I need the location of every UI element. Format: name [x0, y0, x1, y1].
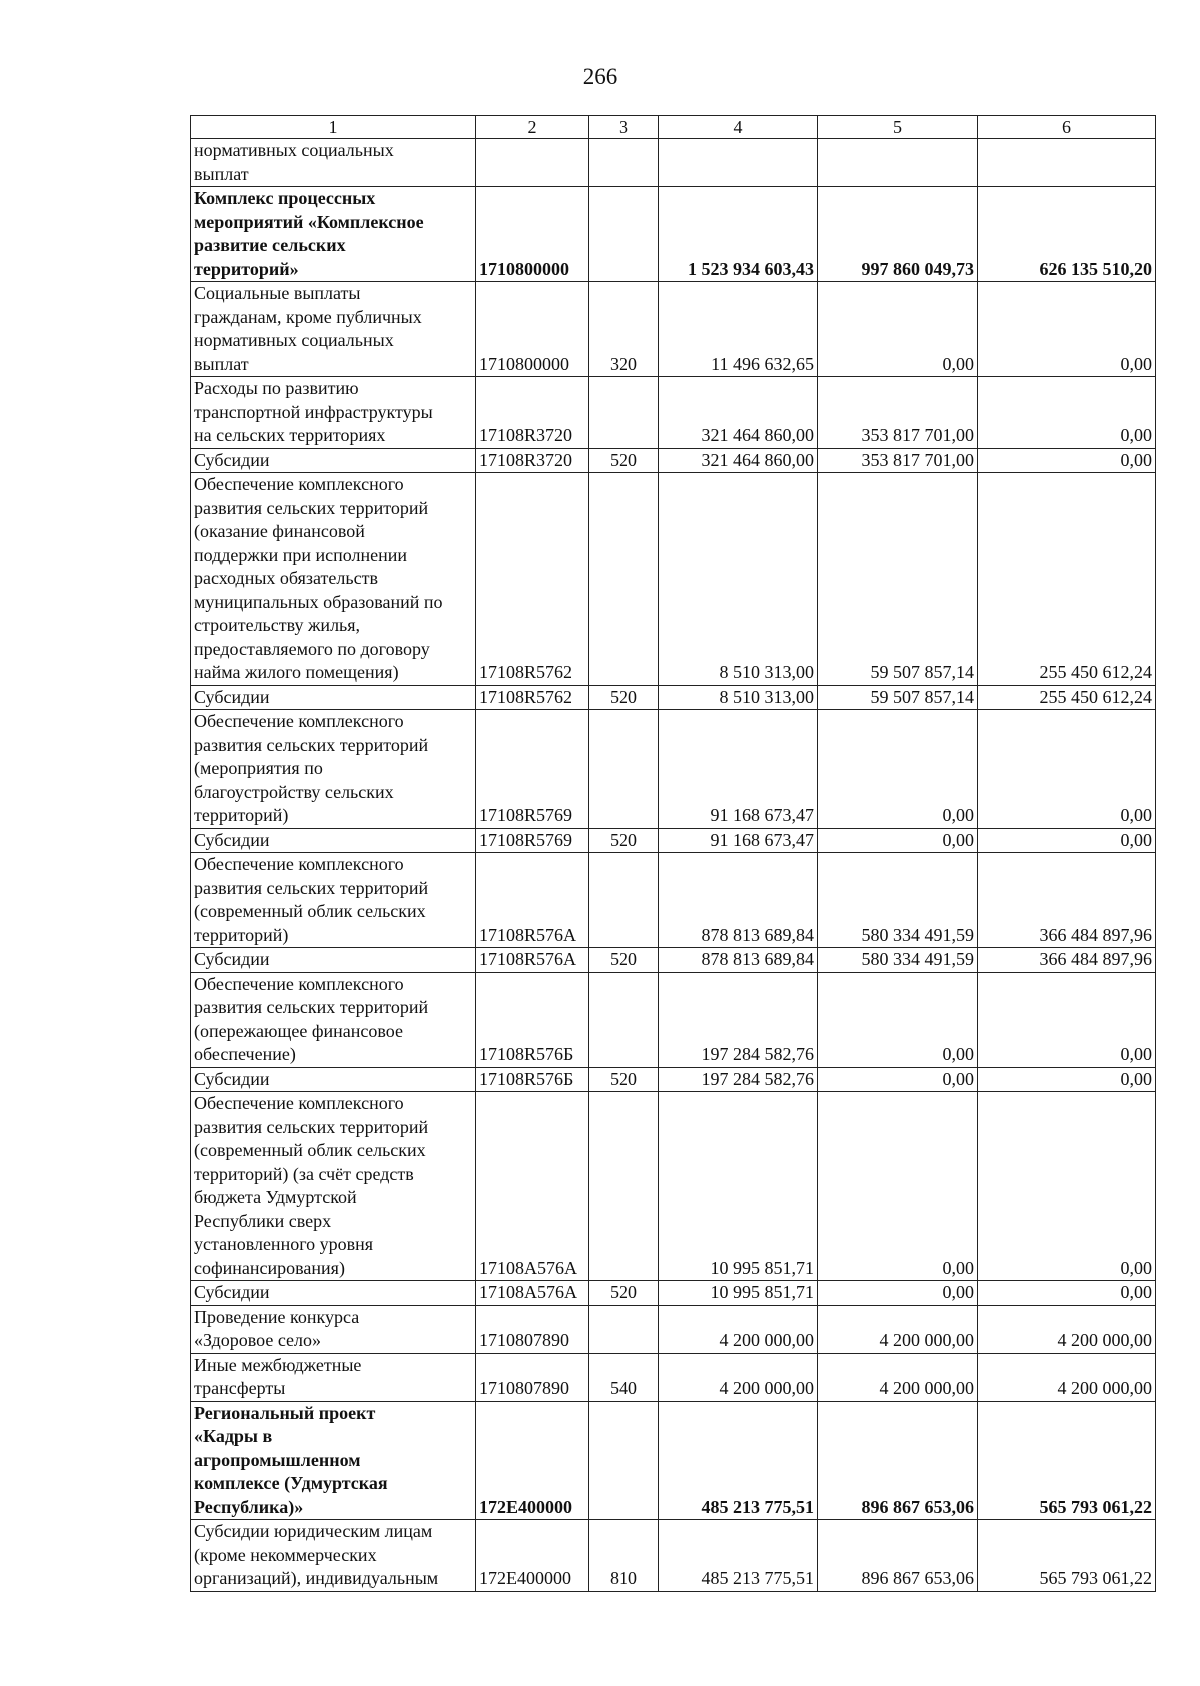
amount-year-3: 0,00	[978, 1092, 1156, 1281]
amount-year-2: 580 334 491,59	[818, 853, 978, 948]
item-name-text: Социальные выплаты гражданам, кроме публичных нормативных социальных выплат	[194, 283, 422, 374]
amount-year-2: 0,00	[818, 1092, 978, 1281]
expense-type: 520	[589, 1281, 659, 1306]
amount-year-3: 0,00	[978, 282, 1156, 377]
table-row	[191, 1305, 1156, 1353]
amount-year-1: 485 213 775,51	[659, 1401, 818, 1520]
column-number: 5	[818, 116, 978, 139]
budget-code: 17108R576Б	[476, 972, 589, 1067]
table-row	[191, 972, 1156, 1067]
item-name-text: Обеспечение комплексного развития сельских территорий (современный облик сельских территорий) (за счёт средств бюджета Удмуртской Республики сверх установленного уровня софинансирования)	[194, 1093, 429, 1278]
amount-year-2: 0,00	[818, 828, 978, 853]
budget-code: 17108R5762	[476, 473, 589, 686]
budget-code	[476, 139, 589, 187]
item-name	[191, 1305, 476, 1353]
column-number: 2	[476, 116, 589, 139]
table-row	[191, 853, 1156, 948]
amount-year-1: 8 510 313,00	[659, 685, 818, 710]
budget-code: 1710807890	[476, 1353, 589, 1401]
amount-year-1: 197 284 582,76	[659, 1067, 818, 1092]
budget-code: 172E400000	[476, 1520, 589, 1592]
amount-year-3: 255 450 612,24	[978, 473, 1156, 686]
amount-year-1: 321 464 860,00	[659, 377, 818, 449]
amount-year-2: 59 507 857,14	[818, 685, 978, 710]
column-number: 1	[191, 116, 476, 139]
item-name-text: Расходы по развитию транспортной инфраструктуры на сельских территориях	[194, 378, 433, 445]
item-name-text: Обеспечение комплексного развития сельских территорий (мероприятия по благоустройству сельских территорий)	[194, 711, 429, 825]
expense-type: 810	[589, 1520, 659, 1592]
column-number-row	[191, 116, 1156, 139]
budget-code: 17108R576A	[476, 948, 589, 973]
expense-type	[589, 1092, 659, 1281]
amount-year-1: 878 813 689,84	[659, 853, 818, 948]
budget-code: 172E400000	[476, 1401, 589, 1520]
expense-type	[589, 139, 659, 187]
item-name-text: Субсидии	[194, 449, 270, 470]
budget-code: 1710800000	[476, 187, 589, 282]
expense-type: 320	[589, 282, 659, 377]
amount-year-1: 321 464 860,00	[659, 448, 818, 473]
budget-code: 17108R5762	[476, 685, 589, 710]
table-row	[191, 1353, 1156, 1401]
amount-year-2: 353 817 701,00	[818, 448, 978, 473]
amount-year-2	[818, 139, 978, 187]
item-name	[191, 187, 476, 282]
expense-type	[589, 1305, 659, 1353]
item-name	[191, 448, 476, 473]
table-row	[191, 1281, 1156, 1306]
expense-type: 520	[589, 448, 659, 473]
amount-year-2: 580 334 491,59	[818, 948, 978, 973]
expense-type: 520	[589, 685, 659, 710]
expense-type	[589, 972, 659, 1067]
item-name	[191, 1092, 476, 1281]
item-name	[191, 473, 476, 686]
expense-type	[589, 710, 659, 829]
amount-year-2: 0,00	[818, 1067, 978, 1092]
item-name-text: Обеспечение комплексного развития сельских территорий (оказание финансовой поддержки при исполнении расходных обязательств муниципальных образований по строительству жилья, предоставляемого по договору найма жилого помещения)	[194, 474, 443, 682]
table-row	[191, 828, 1156, 853]
amount-year-2: 997 860 049,73	[818, 187, 978, 282]
column-number: 6	[978, 116, 1156, 139]
budget-code: 17108R5769	[476, 710, 589, 829]
expense-type	[589, 377, 659, 449]
budget-code: 17108R5769	[476, 828, 589, 853]
table-row	[191, 1520, 1156, 1592]
item-name	[191, 853, 476, 948]
item-name	[191, 972, 476, 1067]
table-row	[191, 710, 1156, 829]
item-name-text: Проведение конкурса «Здоровое село»	[194, 1306, 360, 1350]
budget-code: 17108A576A	[476, 1092, 589, 1281]
table-row	[191, 685, 1156, 710]
table-row	[191, 448, 1156, 473]
amount-year-3: 565 793 061,22	[978, 1520, 1156, 1592]
budget-code: 17108R3720	[476, 448, 589, 473]
amount-year-2: 353 817 701,00	[818, 377, 978, 449]
amount-year-2: 59 507 857,14	[818, 473, 978, 686]
expense-type	[589, 473, 659, 686]
expense-type: 520	[589, 1067, 659, 1092]
amount-year-2: 4 200 000,00	[818, 1305, 978, 1353]
expense-type: 520	[589, 948, 659, 973]
item-name	[191, 685, 476, 710]
amount-year-3: 0,00	[978, 972, 1156, 1067]
budget-code: 1710800000	[476, 282, 589, 377]
amount-year-3: 0,00	[978, 1067, 1156, 1092]
budget-code: 17108R576Б	[476, 1067, 589, 1092]
item-name	[191, 1281, 476, 1306]
column-number: 3	[589, 116, 659, 139]
item-name-text: Субсидии	[194, 829, 270, 850]
amount-year-1: 4 200 000,00	[659, 1353, 818, 1401]
amount-year-3: 626 135 510,20	[978, 187, 1156, 282]
amount-year-3: 366 484 897,96	[978, 948, 1156, 973]
expense-type	[589, 1401, 659, 1520]
item-name-text: Региональный проект «Кадры в агропромышленном комплексе (Удмуртская Республика)»	[194, 1402, 388, 1517]
table-row	[191, 377, 1156, 449]
amount-year-3: 0,00	[978, 377, 1156, 449]
table-row	[191, 139, 1156, 187]
item-name	[191, 377, 476, 449]
item-name-text: Иные межбюджетные трансферты	[194, 1354, 362, 1398]
budget-table	[190, 115, 1156, 1592]
amount-year-1: 485 213 775,51	[659, 1520, 818, 1592]
amount-year-1: 91 168 673,47	[659, 828, 818, 853]
amount-year-2: 896 867 653,06	[818, 1520, 978, 1592]
amount-year-1: 4 200 000,00	[659, 1305, 818, 1353]
amount-year-1: 197 284 582,76	[659, 972, 818, 1067]
item-name	[191, 1401, 476, 1520]
amount-year-1	[659, 139, 818, 187]
expense-type: 540	[589, 1353, 659, 1401]
table-row	[191, 187, 1156, 282]
amount-year-1: 878 813 689,84	[659, 948, 818, 973]
table-row	[191, 1092, 1156, 1281]
budget-code: 17108R3720	[476, 377, 589, 449]
amount-year-1: 10 995 851,71	[659, 1281, 818, 1306]
amount-year-3: 0,00	[978, 1281, 1156, 1306]
amount-year-3: 4 200 000,00	[978, 1305, 1156, 1353]
amount-year-3: 0,00	[978, 828, 1156, 853]
budget-code: 1710807890	[476, 1305, 589, 1353]
table-row	[191, 948, 1156, 973]
item-name	[191, 282, 476, 377]
amount-year-3: 4 200 000,00	[978, 1353, 1156, 1401]
item-name-text: Комплекс процессных мероприятий «Комплексное развитие сельских территорий»	[194, 188, 424, 279]
table-row	[191, 473, 1156, 686]
expense-type	[589, 853, 659, 948]
amount-year-1: 11 496 632,65	[659, 282, 818, 377]
table-row	[191, 1067, 1156, 1092]
item-name-text: Субсидии юридическим лицам (кроме некоммерческих организаций), индивидуальным	[194, 1521, 439, 1588]
column-number: 4	[659, 116, 818, 139]
item-name-text: нормативных социальных выплат	[194, 140, 394, 184]
amount-year-1: 10 995 851,71	[659, 1092, 818, 1281]
item-name-text: Обеспечение комплексного развития сельских территорий (современный облик сельских территорий)	[194, 854, 429, 945]
amount-year-3: 366 484 897,96	[978, 853, 1156, 948]
item-name	[191, 1353, 476, 1401]
amount-year-3: 0,00	[978, 710, 1156, 829]
item-name	[191, 948, 476, 973]
amount-year-1: 1 523 934 603,43	[659, 187, 818, 282]
item-name	[191, 828, 476, 853]
item-name-text: Субсидии	[194, 1282, 270, 1302]
amount-year-2: 896 867 653,06	[818, 1401, 978, 1520]
amount-year-2: 0,00	[818, 972, 978, 1067]
amount-year-3: 565 793 061,22	[978, 1401, 1156, 1520]
table-row	[191, 282, 1156, 377]
amount-year-1: 8 510 313,00	[659, 473, 818, 686]
amount-year-2: 0,00	[818, 710, 978, 829]
expense-type: 520	[589, 828, 659, 853]
amount-year-2: 0,00	[818, 1281, 978, 1306]
amount-year-3: 0,00	[978, 448, 1156, 473]
budget-code: 17108A576A	[476, 1281, 589, 1306]
item-name-text: Субсидии	[194, 949, 270, 969]
table-row	[191, 1401, 1156, 1520]
amount-year-3: 255 450 612,24	[978, 685, 1156, 710]
amount-year-3	[978, 139, 1156, 187]
amount-year-1: 91 168 673,47	[659, 710, 818, 829]
item-name	[191, 1067, 476, 1092]
page-number: 266	[582, 64, 618, 89]
item-name-text: Обеспечение комплексного развития сельских территорий (опережающее финансовое обеспечение)	[194, 973, 429, 1064]
item-name	[191, 710, 476, 829]
item-name	[191, 139, 476, 187]
expense-type	[589, 187, 659, 282]
item-name-text: Субсидии	[194, 686, 270, 707]
budget-code: 17108R576A	[476, 853, 589, 948]
item-name	[191, 1520, 476, 1592]
amount-year-2: 4 200 000,00	[818, 1353, 978, 1401]
item-name-text: Субсидии	[194, 1068, 270, 1089]
amount-year-2: 0,00	[818, 282, 978, 377]
table-body	[191, 139, 1156, 1592]
